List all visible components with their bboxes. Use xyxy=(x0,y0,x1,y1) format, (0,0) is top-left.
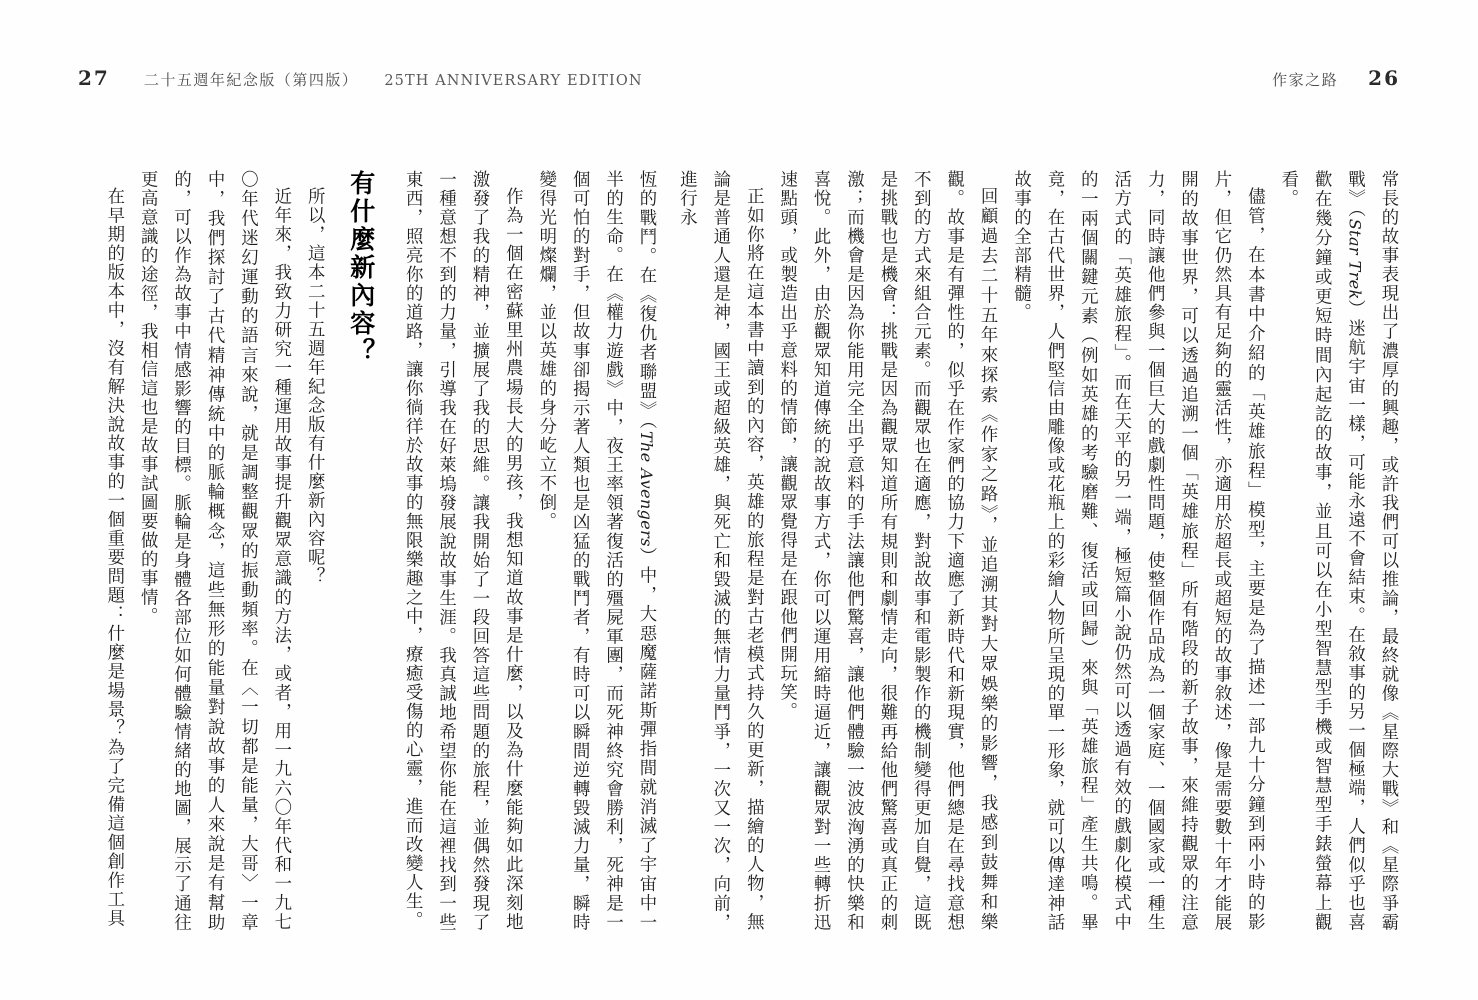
paragraph: 所以，這本二十五週年紀念版有什麼新內容呢？ xyxy=(304,187,325,587)
running-head-right xyxy=(1272,66,1400,90)
paragraph xyxy=(528,170,662,932)
folio-left: 27 xyxy=(78,66,110,90)
right-page-text-block xyxy=(676,170,1404,933)
left-page-text-block xyxy=(74,170,662,932)
running-head-right-chinese: 作家之路 xyxy=(1272,71,1339,89)
latin-title-the-avengers: The Avengers xyxy=(637,430,656,547)
running-head-left xyxy=(78,66,643,90)
paragraph: 儘管，在本書中介紹的「英雄旅程」模型，主要是為了描述一部九十分鐘到兩小時的影片，但它仍然具有足夠的靈活性，亦適用於超長或超短的故事敘述，像是需要數十年才能展開的故事世界，可以透過追溯一個「英雄旅程」所有階段的新子故事，來維持觀眾的注意力，同時讓他們參與一個巨大的戲劇性問題，使整個作品成為一個家庭、一個國家或一種生活方式的「英雄旅程」。而在天平的另一端，極短篇小說仍然可以透過有效的戲劇化模式中的一兩個關鍵元素（例如英雄的考驗磨難、復活或回歸）來與「英雄旅程」產生共鳴。畢竟，在古代世界，人們堅信由雕像或花瓶上的彩繪人物所呈現的單一形象，就可以傳達神話故事的全部精髓。 xyxy=(1010,170,1265,932)
latin-title-star-trek: Star Trek xyxy=(1345,218,1365,300)
paragraph-text-continued: ）中，大惡魔薩諾斯彈指間就消滅了宇宙中一半的生命。在《權力遊戲》中，夜王率領著復活的殭屍軍團，而死神終究會勝利，死神是一個可怕的對手，但故事卻揭示著人類也是凶猛的戰鬥者，有時可以瞬間逆轉毀滅力量，瞬時變得光明燦爛，並以英雄的身分屹立不倒。 xyxy=(535,170,656,933)
paragraph: 回顧過去二十五年來探索《作家之路》，並追溯其對大眾娛樂的影響，我感到鼓舞和樂觀。故事是有彈性的，似乎在作家們的協力下適應了新時代和新現實，他們總是在尋找意想不到的方式來組合元素。而觀眾也在適應，對說故事和電影製作的機制變得更加自覺，這既是挑戰也是機會：挑戰是因為觀眾知道所有規則和劇情走向，很難再給他們驚喜或真正的刺激；而機會是因為你能用完全出乎意料的手法讓他們驚喜，讓他們體驗一波波洶湧的快樂和喜悅。此外，由於觀眾知道傳統的說故事方式，你可以運用縮時逼近，讓觀眾對一些轉折迅速點頭，或製造出乎意料的情節，讓觀眾覺得是在跟他們開玩笑。 xyxy=(776,170,998,932)
paragraph: 近年來，我致力研究一種運用故事提升觀眾意識的方法，或者，用一九六〇年代和一九七〇年代迷幻運動的語言來說，就是調整觀眾的振動頻率。在〈一切都是能量，大哥〉一章中，我們探討了古代精神傳統中的脈輪概念，這些無形的能量對說故事的人來說是有幫助的，可以作為故事中情感影響的目標。脈輪是身體各部位如何體驗情緒的地圖，展示了通往更高意識的途徑，我相信這也是故事試圖要做的事情。 xyxy=(137,170,291,932)
section-heading: 有什麼新內容？ xyxy=(346,170,376,366)
paragraph xyxy=(1270,170,1404,932)
paragraph-text: 常長的故事表現出了濃厚的興趣，或許我們可以推論，最終就像《星際大戰》和《星際爭霸戰》（ xyxy=(1344,170,1398,932)
folio-right: 26 xyxy=(1368,66,1400,90)
paragraph: 作為一個在密蘇里州農場長大的男孩，我想知道故事是什麼，以及為什麼能夠如此深刻地激發了我的精神，並擴展了我的思維。讓我開始了一段回答這些問題的旅程，並偶然發現了一種意想不到的力量，引導我在好萊塢發展說故事生涯。我真誠地希望你能在這裡找到一些東西，照亮你的道路，讓你徜徉於故事的無限樂趣之中，療癒受傷的心靈，進而改變人生。 xyxy=(402,170,523,932)
running-head-left-english: 25TH ANNIVERSARY EDITION xyxy=(384,73,643,89)
paragraph-text: 恆的戰鬥。在《復仇者聯盟》（ xyxy=(636,170,656,431)
running-head-left-chinese: 二十五週年紀念版（第四版） xyxy=(143,71,359,89)
paragraph: 正如你將在這本書中讀到的內容，英雄的旅程是對古老模式持久的更新，描繪的人物，無論是普通人還是神，國王或超級英雄，與死亡和毀滅的無情力量鬥爭，一次又一次，向前，進行永 xyxy=(676,170,764,932)
paragraph-text-continued: ）迷航宇宙一樣，可能永遠不會結束。在敘事的另一個極端，人們似乎也喜歡在幾分鐘或更短時間內起訖的故事，並且可以在小型智慧型手機或智慧型手錶螢幕上觀看。 xyxy=(1277,170,1365,933)
paragraph: 在早期的版本中，沒有解決說故事的一個重要問題：什麼是場景？為了完備這個創作工具 xyxy=(103,187,124,929)
